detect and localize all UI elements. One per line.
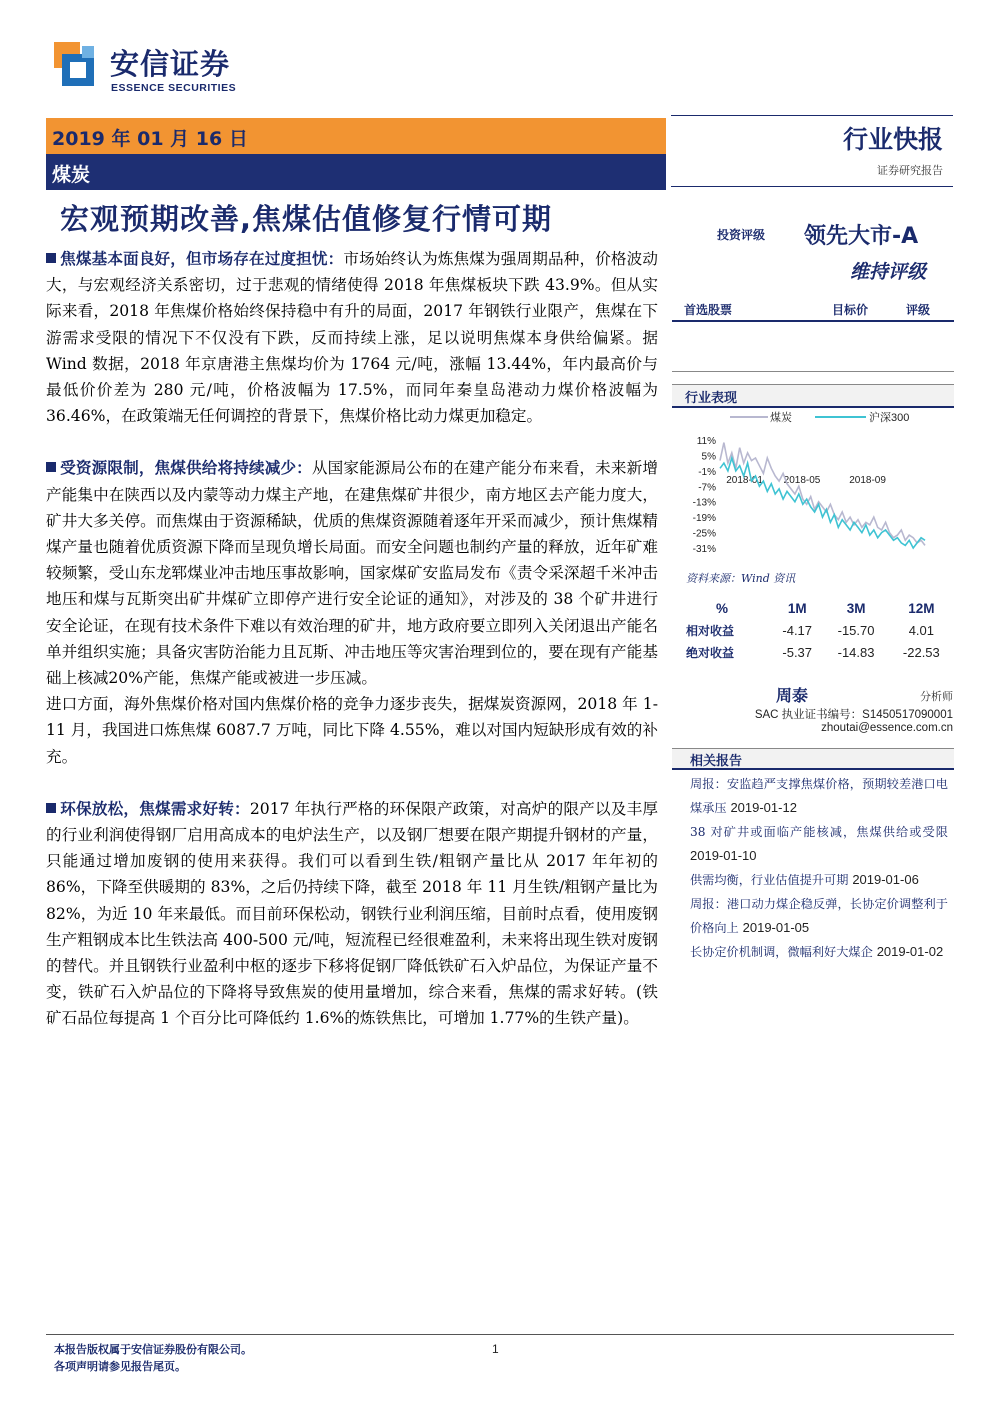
section-heading: 受资源限制，焦煤供给将持续减少： xyxy=(60,459,312,478)
table-row xyxy=(686,641,954,663)
rating-label: 投资评级 xyxy=(717,228,766,242)
x-tick-label: 2018-09 xyxy=(849,474,886,486)
report-title: 宏观预期改善,焦煤估值修复行情可期 xyxy=(60,202,553,236)
y-tick-label: -31% xyxy=(692,544,716,555)
related-report-date: 2019-01-02 xyxy=(876,944,944,959)
col-rating: 评级 xyxy=(906,303,931,317)
table-cell: -5.37 xyxy=(782,644,813,660)
performance-table xyxy=(686,597,954,663)
sector-bar xyxy=(46,154,666,190)
series-line-hs300 xyxy=(720,458,925,548)
related-reports-list xyxy=(690,772,948,964)
section-text: 从国家能源局公布的在建产能分布来看，未来新增产能集中在陕西以及内蒙等动力煤主产地，在建焦煤矿井很少，南方地区去产能力度大，矿井大多关停。而焦煤由于资源稀缺，优质的焦煤资源随着逐年开采而减少，预计焦煤精煤产量也随着优质资源下降而呈现负增长局面。而安全问题也制约产量的释放，近年矿难较频繁，受山东龙郓煤业冲击地压事故影响，国家煤矿安监局发布《责令采深超千米冲击地压和煤与瓦斯突出矿井煤矿立即停产进行安全论证的通知》，对涉及的 38 个矿井进行安全论证，在现有技术条件下难以有效治理的矿井，地方政府要立即列入关闭退出产能名单并组织实施；具备灾害防治能力且瓦斯、冲击地压等灾害治理到位的，要在现有产能基础上核减20%产能，焦煤产能或被进一步压减。 xyxy=(46,459,658,688)
related-report-date: 2019-01-10 xyxy=(690,848,757,863)
table-cell: -22.53 xyxy=(902,644,940,660)
footer-rule xyxy=(46,1334,954,1335)
table-cell: -15.70 xyxy=(837,622,875,638)
related-report-item[interactable] xyxy=(690,940,948,964)
y-tick-label: -19% xyxy=(692,513,716,525)
table-row xyxy=(686,619,954,641)
square-bullet-icon xyxy=(46,803,56,813)
y-tick-label: 5% xyxy=(701,451,716,463)
related-report-title: 长协定价机制调，微幅利好大煤企 xyxy=(690,945,873,959)
section-text: 2017 年执行严格的环保限产政策，对高炉的限产以及丰厚的行业利润使得钢厂启用高成本的电炉法生产，以及钢厂想要在限产期提升钢材的产量，只能通过增加废钢的使用来获得。我们可以看到生铁/粗钢产量比从 2017 年年初的 86%，下降至供暖期的 83%，之后仍持续下降，截至 2018 年 11 月生铁/粗钢产量比为 82%，为近 10 年来最低。而目前环保松动，钢铁行业利润压缩，目前时点看，使用废钢生产粗钢成本比生铁法高 400-500 元/吨，短流程已经很难盈利，未来将出现生铁对废钢的替代。并且钢铁行业盈利中枢的逐步下移将促钢厂降低铁矿石入炉品位，为保证产量不变，铁矿石入炉品位的下降将导致焦炭的使用量增加，综合来看，焦煤的需求好转。(铁矿石品位每提高 1 个百分比可降低约 1.6%的炼铁焦比，可增加 1.77%的生铁产量)。 xyxy=(46,799,658,1028)
square-bullet-icon xyxy=(46,253,56,263)
related-report-item[interactable] xyxy=(690,772,948,820)
performance-title: 行业表现 xyxy=(685,391,738,406)
col-stock: 首选股票 xyxy=(684,303,733,317)
performance-table-header xyxy=(686,597,954,619)
col-target: 目标价 xyxy=(832,303,869,317)
brand-name-en: ESSENCE SECURITIES xyxy=(111,82,237,94)
sector-name: 煤炭 xyxy=(52,164,91,186)
row-label: 相对收益 xyxy=(686,623,735,638)
stock-table-header xyxy=(672,298,954,322)
section-text: 市场始终认为炼焦煤为强周期品种，价格波动大，与宏观经济关系密切，过于悲观的情绪使得 2018 年焦煤板块下跌 43.9%。但从实际来看，2018 年焦煤价格始终保持稳中有升的局面，2017 年钢铁行业限产，焦煤在下游需求受限的情况下不仅没有下跌，反而持续上涨，足以说明焦煤本身供给偏紧。据 Wind 数据，2018 年京唐港主焦煤均价为 1764 元/吨，涨幅 13.44%，年内最高价与最低价价差为 280 元/吨，价格波幅为 17.5%，而同年秦皇岛港动力煤价格波幅为 36.46%，在政策端无任何调控的背景下，焦煤价格比动力煤更加稳定。 xyxy=(46,250,658,426)
brand-name-cn: 安信证券 xyxy=(110,47,231,81)
related-report-date: 2019-01-05 xyxy=(742,920,810,935)
y-tick-label: -7% xyxy=(698,482,716,494)
legend-label-hs300: 沪深300 xyxy=(869,412,910,424)
related-report-title: 周报：安监趋严支撑焦煤价格，预期较差港口电煤承压 xyxy=(690,777,948,815)
report-subtype: 证券研究报告 xyxy=(877,164,943,177)
logo-mark-icon xyxy=(54,42,98,86)
series-line-coal xyxy=(720,443,925,546)
analyst-sac-number: SAC 执业证书编号：S1450517090001 xyxy=(754,709,953,721)
header-cell: 12M xyxy=(908,600,935,616)
report-date: 2019 年 01 月 16 日 xyxy=(52,128,248,150)
related-report-item[interactable] xyxy=(690,820,948,868)
chart-source: 资料来源：Wind 资讯 xyxy=(686,572,796,585)
company-logo xyxy=(54,38,254,94)
y-tick-label: -13% xyxy=(692,497,716,509)
related-report-title: 38 对矿井或面临产能核减，焦煤供给或受限 xyxy=(690,825,948,839)
analyst-email[interactable]: zhoutai@essence.com.cn xyxy=(821,722,953,734)
header-rule-top xyxy=(671,115,953,116)
footer-disclaimer: 各项声明请参见报告尾页。 xyxy=(54,1360,186,1373)
table-cell: 4.01 xyxy=(908,622,934,638)
table-cell: -4.17 xyxy=(782,622,813,638)
chart-legend xyxy=(730,410,909,424)
report-body xyxy=(46,246,658,1032)
related-report-title: 供需均衡，行业估值提升可期 xyxy=(690,873,849,887)
section-heading: 焦煤基本面良好，但市场存在过度担忧： xyxy=(60,250,344,268)
stock-table-rule xyxy=(672,371,954,372)
legend-label-coal: 煤炭 xyxy=(770,412,792,424)
analyst-role: 分析师 xyxy=(920,690,953,703)
header-cell: % xyxy=(716,600,729,616)
section-import: 进口方面，海外焦煤价格对国内焦煤价格的竞争力逐步丧失，据煤炭资源网，2018 年 1-11 月，我国进口炼焦煤 6087.7 万吨，同比下降 4.55%，难以对国内短缺形成有效的补充。 xyxy=(46,695,658,766)
related-report-title: 周报：港口动力煤企稳反弹，长协定价调整利于价格向上 xyxy=(690,897,948,935)
section-fundamentals xyxy=(46,246,658,429)
footer-copyright: 本报告版权属于安信证券股份有限公司。 xyxy=(54,1343,252,1356)
related-report-item[interactable] xyxy=(690,892,948,940)
square-bullet-icon xyxy=(46,462,56,472)
rating-action: 维持评级 xyxy=(850,261,927,283)
table-cell: -14.83 xyxy=(837,644,875,660)
report-type: 行业快报 xyxy=(842,125,943,154)
related-report-item[interactable] xyxy=(690,868,948,892)
y-tick-label: 11% xyxy=(696,436,716,447)
x-tick-label: 2018-01 xyxy=(726,474,763,486)
x-tick-label: 2018-05 xyxy=(783,474,821,486)
analyst-name: 周泰 xyxy=(776,686,809,705)
section-supply xyxy=(46,455,658,691)
industry-performance-chart xyxy=(680,408,955,566)
section-demand xyxy=(46,796,658,1032)
header-cell: 3M xyxy=(846,600,866,616)
header-rule-bottom xyxy=(671,186,953,187)
header-cell: 1M xyxy=(787,600,807,616)
related-report-date: 2019-01-12 xyxy=(730,800,797,815)
section-heading: 环保放松，焦煤需求好转： xyxy=(60,799,250,818)
row-label: 绝对收益 xyxy=(686,645,735,660)
y-tick-label: -1% xyxy=(698,466,716,478)
y-tick-label: -25% xyxy=(692,528,716,540)
page-number: 1 xyxy=(492,1342,499,1356)
related-reports-title: 相关报告 xyxy=(690,754,743,769)
related-report-date: 2019-01-06 xyxy=(852,872,919,887)
rating-value: 领先大市-A xyxy=(804,224,919,249)
